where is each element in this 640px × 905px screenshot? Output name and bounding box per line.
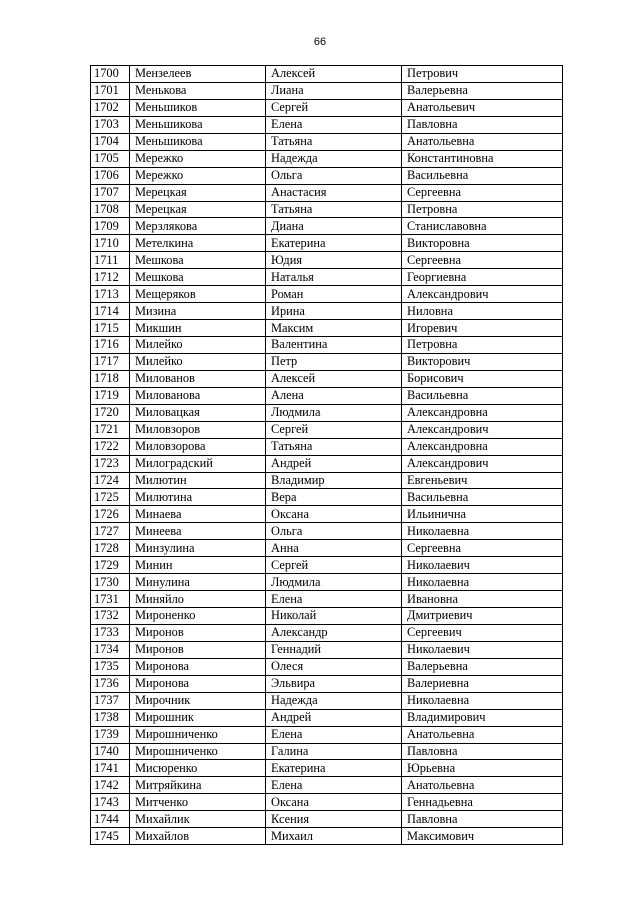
patronymic-cell: Викторович [402, 353, 563, 370]
row-number-cell: 1744 [91, 811, 130, 828]
patronymic-cell: Петровна [402, 201, 563, 218]
row-number-cell: 1728 [91, 540, 130, 557]
patronymic-cell: Сергеевич [402, 624, 563, 641]
table-row [91, 591, 563, 608]
names-table [90, 65, 563, 845]
table-row [91, 269, 563, 286]
row-number-cell: 1742 [91, 777, 130, 794]
row-number-cell: 1702 [91, 99, 130, 116]
row-number-cell: 1736 [91, 675, 130, 692]
table-row [91, 218, 563, 235]
table-row [91, 794, 563, 811]
patronymic-cell: Владимирович [402, 709, 563, 726]
table-row [91, 320, 563, 337]
first-name-cell: Анастасия [266, 184, 402, 201]
patronymic-cell: Александрович [402, 421, 563, 438]
first-name-cell: Татьяна [266, 201, 402, 218]
row-number-cell: 1712 [91, 269, 130, 286]
first-name-cell: Юдия [266, 252, 402, 269]
surname-cell: Миронова [130, 675, 266, 692]
table-row [91, 82, 563, 99]
row-number-cell: 1709 [91, 218, 130, 235]
surname-cell: Миронов [130, 641, 266, 658]
first-name-cell: Лиана [266, 82, 402, 99]
surname-cell: Минеева [130, 523, 266, 540]
surname-cell: Мирошниченко [130, 743, 266, 760]
patronymic-cell: Анатольевна [402, 726, 563, 743]
table-row [91, 608, 563, 625]
patronymic-cell: Сергеевна [402, 184, 563, 201]
surname-cell: Миронова [130, 658, 266, 675]
first-name-cell: Александр [266, 624, 402, 641]
table-row [91, 811, 563, 828]
table-row [91, 675, 563, 692]
names-table-body [91, 66, 563, 845]
surname-cell: Менькова [130, 82, 266, 99]
first-name-cell: Владимир [266, 472, 402, 489]
patronymic-cell: Ивановна [402, 591, 563, 608]
surname-cell: Милоградский [130, 455, 266, 472]
surname-cell: Миронов [130, 624, 266, 641]
first-name-cell: Николай [266, 608, 402, 625]
table-row [91, 387, 563, 404]
row-number-cell: 1706 [91, 167, 130, 184]
first-name-cell: Елена [266, 726, 402, 743]
patronymic-cell: Константиновна [402, 150, 563, 167]
surname-cell: Миловзоров [130, 421, 266, 438]
patronymic-cell: Анатольевна [402, 133, 563, 150]
row-number-cell: 1713 [91, 286, 130, 303]
row-number-cell: 1703 [91, 116, 130, 133]
first-name-cell: Ирина [266, 303, 402, 320]
table-row [91, 252, 563, 269]
row-number-cell: 1701 [91, 82, 130, 99]
first-name-cell: Алексей [266, 66, 402, 83]
table-row [91, 167, 563, 184]
surname-cell: Милейко [130, 337, 266, 354]
table-row [91, 828, 563, 845]
table-row [91, 743, 563, 760]
patronymic-cell: Николаевич [402, 641, 563, 658]
patronymic-cell: Николаевич [402, 557, 563, 574]
table-row [91, 337, 563, 354]
patronymic-cell: Сергеевна [402, 540, 563, 557]
row-number-cell: 1725 [91, 489, 130, 506]
row-number-cell: 1719 [91, 387, 130, 404]
surname-cell: Минзулина [130, 540, 266, 557]
table-row [91, 421, 563, 438]
table-row [91, 658, 563, 675]
row-number-cell: 1723 [91, 455, 130, 472]
surname-cell: Микшин [130, 320, 266, 337]
patronymic-cell: Ильинична [402, 506, 563, 523]
table-row [91, 472, 563, 489]
first-name-cell: Михаил [266, 828, 402, 845]
first-name-cell: Максим [266, 320, 402, 337]
first-name-cell: Сергей [266, 99, 402, 116]
surname-cell: Мирошниченко [130, 726, 266, 743]
first-name-cell: Алексей [266, 370, 402, 387]
first-name-cell: Геннадий [266, 641, 402, 658]
patronymic-cell: Максимович [402, 828, 563, 845]
row-number-cell: 1737 [91, 692, 130, 709]
first-name-cell: Татьяна [266, 438, 402, 455]
patronymic-cell: Валерьевна [402, 82, 563, 99]
row-number-cell: 1730 [91, 574, 130, 591]
patronymic-cell: Николаевна [402, 574, 563, 591]
patronymic-cell: Дмитриевич [402, 608, 563, 625]
table-row [91, 150, 563, 167]
patronymic-cell: Евгеньевич [402, 472, 563, 489]
first-name-cell: Ольга [266, 523, 402, 540]
table-row [91, 370, 563, 387]
table-row [91, 489, 563, 506]
row-number-cell: 1724 [91, 472, 130, 489]
row-number-cell: 1700 [91, 66, 130, 83]
surname-cell: Мисюренко [130, 760, 266, 777]
table-row [91, 184, 563, 201]
row-number-cell: 1745 [91, 828, 130, 845]
row-number-cell: 1726 [91, 506, 130, 523]
row-number-cell: 1711 [91, 252, 130, 269]
patronymic-cell: Игоревич [402, 320, 563, 337]
first-name-cell: Эльвира [266, 675, 402, 692]
patronymic-cell: Павловна [402, 743, 563, 760]
row-number-cell: 1721 [91, 421, 130, 438]
patronymic-cell: Геннадьевна [402, 794, 563, 811]
patronymic-cell: Васильевна [402, 167, 563, 184]
first-name-cell: Оксана [266, 506, 402, 523]
surname-cell: Михайлик [130, 811, 266, 828]
table-row [91, 99, 563, 116]
row-number-cell: 1720 [91, 404, 130, 421]
surname-cell: Мещеряков [130, 286, 266, 303]
patronymic-cell: Валерьевна [402, 658, 563, 675]
first-name-cell: Елена [266, 591, 402, 608]
surname-cell: Мерзлякова [130, 218, 266, 235]
row-number-cell: 1716 [91, 337, 130, 354]
table-row [91, 777, 563, 794]
patronymic-cell: Александрович [402, 286, 563, 303]
first-name-cell: Диана [266, 218, 402, 235]
table-row [91, 709, 563, 726]
first-name-cell: Екатерина [266, 235, 402, 252]
surname-cell: Мизина [130, 303, 266, 320]
table-row [91, 540, 563, 557]
first-name-cell: Елена [266, 116, 402, 133]
patronymic-cell: Борисович [402, 370, 563, 387]
first-name-cell: Оксана [266, 794, 402, 811]
table-row [91, 641, 563, 658]
surname-cell: Мироненко [130, 608, 266, 625]
first-name-cell: Наталья [266, 269, 402, 286]
row-number-cell: 1704 [91, 133, 130, 150]
first-name-cell: Андрей [266, 709, 402, 726]
first-name-cell: Надежда [266, 150, 402, 167]
table-row [91, 624, 563, 641]
first-name-cell: Людмила [266, 574, 402, 591]
patronymic-cell: Васильевна [402, 489, 563, 506]
patronymic-cell: Сергеевна [402, 252, 563, 269]
row-number-cell: 1729 [91, 557, 130, 574]
patronymic-cell: Александрович [402, 455, 563, 472]
surname-cell: Минаева [130, 506, 266, 523]
surname-cell: Мережко [130, 167, 266, 184]
patronymic-cell: Александровна [402, 404, 563, 421]
patronymic-cell: Юрьевна [402, 760, 563, 777]
surname-cell: Мирошник [130, 709, 266, 726]
surname-cell: Минулина [130, 574, 266, 591]
patronymic-cell: Ниловна [402, 303, 563, 320]
surname-cell: Мерецкая [130, 184, 266, 201]
first-name-cell: Татьяна [266, 133, 402, 150]
page-number: 66 [313, 36, 327, 48]
row-number-cell: 1731 [91, 591, 130, 608]
surname-cell: Милованов [130, 370, 266, 387]
surname-cell: Мешкова [130, 269, 266, 286]
first-name-cell: Екатерина [266, 760, 402, 777]
surname-cell: Милованова [130, 387, 266, 404]
surname-cell: Минин [130, 557, 266, 574]
patronymic-cell: Александровна [402, 438, 563, 455]
row-number-cell: 1717 [91, 353, 130, 370]
row-number-cell: 1743 [91, 794, 130, 811]
row-number-cell: 1735 [91, 658, 130, 675]
surname-cell: Меньшикова [130, 116, 266, 133]
patronymic-cell: Петрович [402, 66, 563, 83]
table-row [91, 557, 563, 574]
row-number-cell: 1741 [91, 760, 130, 777]
surname-cell: Митряйкина [130, 777, 266, 794]
table-row [91, 116, 563, 133]
surname-cell: Миняйло [130, 591, 266, 608]
patronymic-cell: Николаевна [402, 692, 563, 709]
row-number-cell: 1710 [91, 235, 130, 252]
row-number-cell: 1739 [91, 726, 130, 743]
first-name-cell: Надежда [266, 692, 402, 709]
table-row [91, 66, 563, 83]
table-row [91, 353, 563, 370]
table-row [91, 303, 563, 320]
surname-cell: Миловацкая [130, 404, 266, 421]
surname-cell: Миловзорова [130, 438, 266, 455]
surname-cell: Митченко [130, 794, 266, 811]
first-name-cell: Галина [266, 743, 402, 760]
surname-cell: Милютина [130, 489, 266, 506]
table-row [91, 760, 563, 777]
surname-cell: Милютин [130, 472, 266, 489]
table-row [91, 404, 563, 421]
row-number-cell: 1722 [91, 438, 130, 455]
surname-cell: Мерецкая [130, 201, 266, 218]
table-row [91, 201, 563, 218]
row-number-cell: 1708 [91, 201, 130, 218]
row-number-cell: 1733 [91, 624, 130, 641]
patronymic-cell: Викторовна [402, 235, 563, 252]
table-row [91, 726, 563, 743]
surname-cell: Милейко [130, 353, 266, 370]
table-row [91, 523, 563, 540]
surname-cell: Мешкова [130, 252, 266, 269]
row-number-cell: 1734 [91, 641, 130, 658]
surname-cell: Михайлов [130, 828, 266, 845]
first-name-cell: Елена [266, 777, 402, 794]
first-name-cell: Сергей [266, 421, 402, 438]
surname-cell: Метелкина [130, 235, 266, 252]
row-number-cell: 1738 [91, 709, 130, 726]
row-number-cell: 1707 [91, 184, 130, 201]
row-number-cell: 1732 [91, 608, 130, 625]
patronymic-cell: Георгиевна [402, 269, 563, 286]
table-row [91, 438, 563, 455]
patronymic-cell: Павловна [402, 116, 563, 133]
first-name-cell: Петр [266, 353, 402, 370]
table-row [91, 133, 563, 150]
patronymic-cell: Васильевна [402, 387, 563, 404]
first-name-cell: Роман [266, 286, 402, 303]
table-row [91, 235, 563, 252]
first-name-cell: Андрей [266, 455, 402, 472]
first-name-cell: Вера [266, 489, 402, 506]
row-number-cell: 1718 [91, 370, 130, 387]
row-number-cell: 1727 [91, 523, 130, 540]
table-row [91, 286, 563, 303]
first-name-cell: Ольга [266, 167, 402, 184]
row-number-cell: 1740 [91, 743, 130, 760]
patronymic-cell: Станиславовна [402, 218, 563, 235]
table-row [91, 455, 563, 472]
patronymic-cell: Павловна [402, 811, 563, 828]
table-row [91, 506, 563, 523]
patronymic-cell: Валериевна [402, 675, 563, 692]
surname-cell: Мирочник [130, 692, 266, 709]
first-name-cell: Анна [266, 540, 402, 557]
first-name-cell: Людмила [266, 404, 402, 421]
first-name-cell: Валентина [266, 337, 402, 354]
first-name-cell: Ксения [266, 811, 402, 828]
first-name-cell: Алена [266, 387, 402, 404]
patronymic-cell: Николаевна [402, 523, 563, 540]
surname-cell: Мензелеев [130, 66, 266, 83]
surname-cell: Меньшикова [130, 133, 266, 150]
patronymic-cell: Анатольевна [402, 777, 563, 794]
row-number-cell: 1715 [91, 320, 130, 337]
first-name-cell: Сергей [266, 557, 402, 574]
row-number-cell: 1714 [91, 303, 130, 320]
table-row [91, 574, 563, 591]
surname-cell: Меньшиков [130, 99, 266, 116]
table-row [91, 692, 563, 709]
patronymic-cell: Петровна [402, 337, 563, 354]
patronymic-cell: Анатольевич [402, 99, 563, 116]
row-number-cell: 1705 [91, 150, 130, 167]
surname-cell: Мережко [130, 150, 266, 167]
first-name-cell: Олеся [266, 658, 402, 675]
